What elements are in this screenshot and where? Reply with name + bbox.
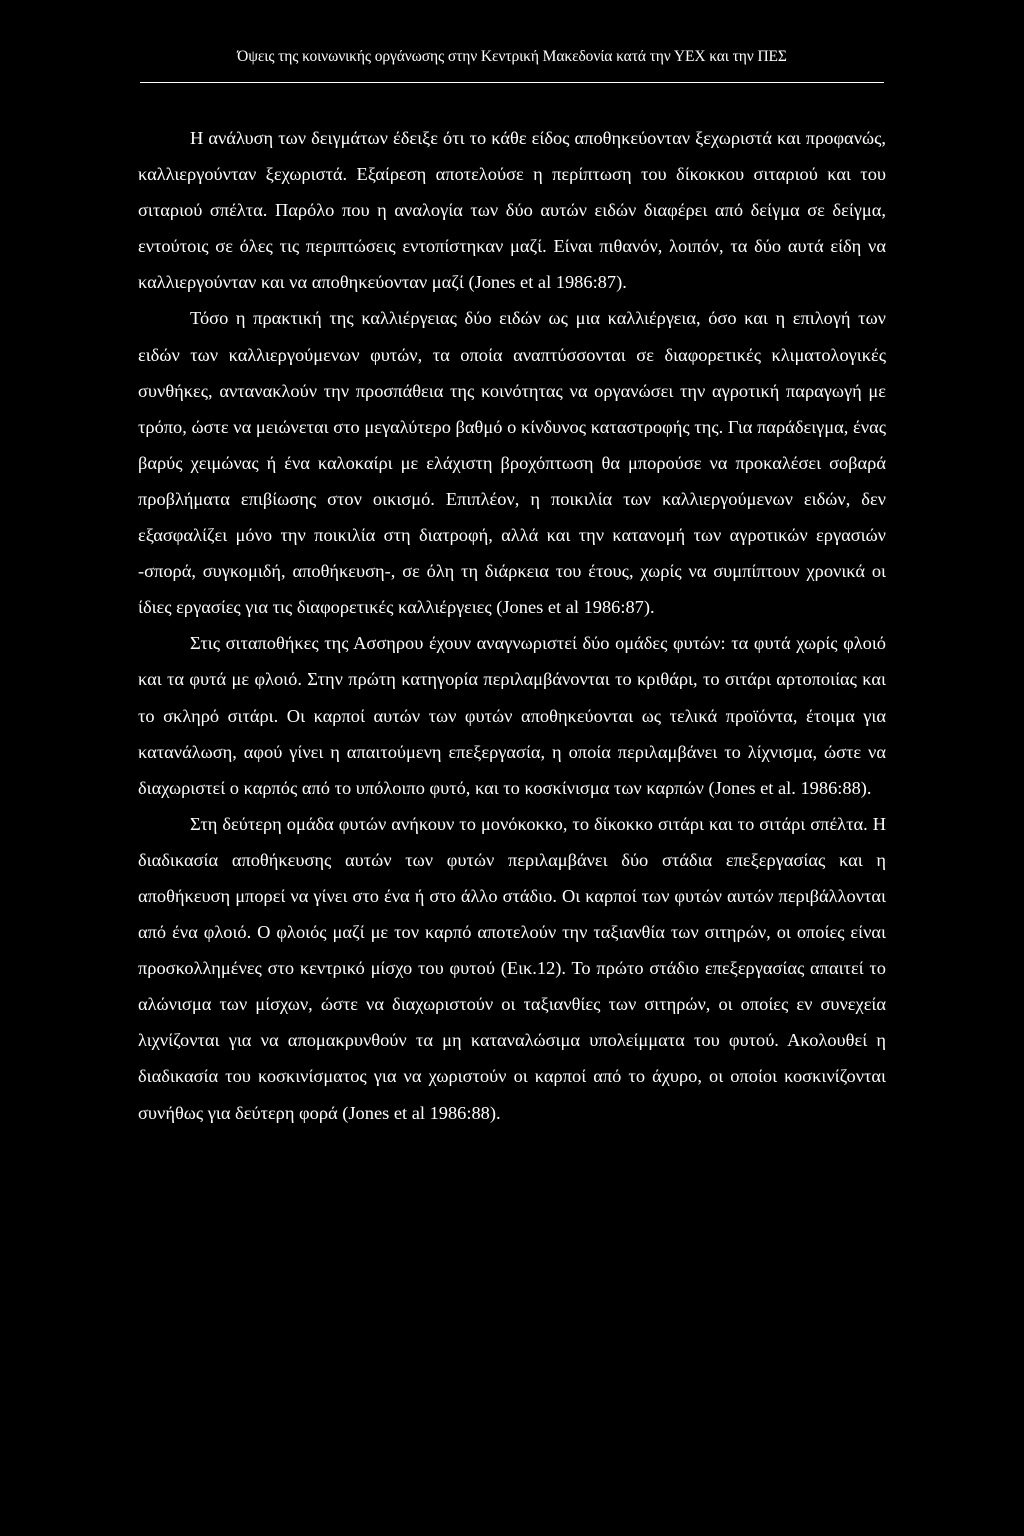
paragraph-1: Η ανάλυση των δειγμάτων έδειξε ότι το κάθε είδος αποθηκεύονταν ξεχωριστά και προφανώς, καλλιεργούνταν ξεχωριστά. Εξαίρεση αποτελούσε η περίπτωση του δίκοκκου σιταριού και του σιταριού σπέλτα. Παρόλο που η αναλογία των δύο αυτών ειδών διαφέρει από δείγμα σε δείγμα, εντούτοις σε όλες τις περιπτώσεις εντοπίστηκαν μαζί. Είναι πιθανόν, λοιπόν, τα δύο αυτά είδη να καλλιεργούνταν και να αποθηκεύονταν μαζί (Jones et al 1986:87). (138, 128, 886, 293)
paragraph-4: Στη δεύτερη ομάδα φυτών ανήκουν το μονόκοκκο, το δίκοκκο σιτάρι και το σιτάρι σπέλτα. Η διαδικασία αποθήκευσης αυτών των φυτών περιλαμβάνει δύο στάδια επεξεργασίας και η αποθήκευση μπορεί να γίνει στο ένα ή στο άλλο στάδιο. Οι καρποί των φυτών αυτών περιβάλλονται από ένα φλοιό. Ο φλοιός μαζί με τον καρπό αποτελούν την ταξιανθία των σιτηρών, οι οποίες είναι προσκολλημένες στο κεντρικό μίσχο του φυτού (Εικ.12). Το πρώτο στάδιο επεξεργασίας απαιτεί το αλώνισμα των μίσχων, ώστε να διαχωριστούν οι ταξιανθίες των σιτηρών, οι οποίες εν συνεχεία λιχνίζονται για να απομακρυνθούν τα μη καταναλώσιμα υπολείμματα του φυτού. Ακολουθεί η διαδικασία του κοσκινίσματος για να χωριστούν οι καρποί από το άχυρο, οι οποίοι κοσκινίζονται συνήθως για δεύτερη φορά (Jones et al 1986:88). (138, 813, 886, 1123)
header-rule (140, 82, 884, 83)
running-header: Όψεις της κοινωνικής οργάνωσης στην Κεντρική Μακεδονία κατά την ΥΕΧ και την ΠΕΣ (237, 48, 787, 65)
paragraph-2: Τόσο η πρακτική της καλλιέργειας δύο ειδών ως μια καλλιέργεια, όσο και η επιλογή των ειδών των καλλιεργούμενων φυτών, τα οποία αναπτύσσονται σε διαφορετικές κλιματολογικές συνθήκες, αντανακλούν την προσπάθεια της κοινότητας να οργανώσει την αγροτική παραγωγή με τρόπο, ώστε να μειώνεται στο μεγαλύτερο βαθμό ο κίνδυνος καταστροφής της. Για παράδειγμα, ένας βαρύς χειμώνας ή ένα καλοκαίρι με ελάχιστη βροχόπτωση θα μπορούσε να προκαλέσει σοβαρά προβλήματα επιβίωσης στον οικισμό. Επιπλέον, η ποικιλία των καλλιεργούμενων ειδών, δεν εξασφαλίζει μόνο την ποικιλία στη διατροφή, αλλά και την κατανομή των αγροτικών εργασιών -σπορά, συγκομιδή, αποθήκευση-, σε όλη τη διάρκεια του έτους, χωρίς να συμπίπτουν χρονικά οι ίδιες εργασίες για τις διαφορετικές καλλιέργειες (Jones et al 1986:87). (138, 308, 886, 618)
paragraph-3: Στις σιταποθήκες της Ασσηρου έχουν αναγνωριστεί δύο ομάδες φυτών: τα φυτά χωρίς φλοιό και τα φυτά με φλοιό. Στην πρώτη κατηγορία περιλαμβάνονται το κριθάρι, το σιτάρι αρτοποιίας και το σκληρό σιτάρι. Οι καρποί αυτών των φυτών αποθηκεύονται ως τελικά προϊόντα, έτοιμα για κατανάλωση, αφού γίνει η απαιτούμενη επεξεργασία, η οποία περιλαμβάνει το λίχνισμα, ώστε να διαχωριστεί ο καρπός από το υπόλοιπο φυτό, και το κοσκίνισμα των καρπών (Jones et al. 1986:88). (138, 633, 886, 798)
body-text (138, 120, 886, 1131)
